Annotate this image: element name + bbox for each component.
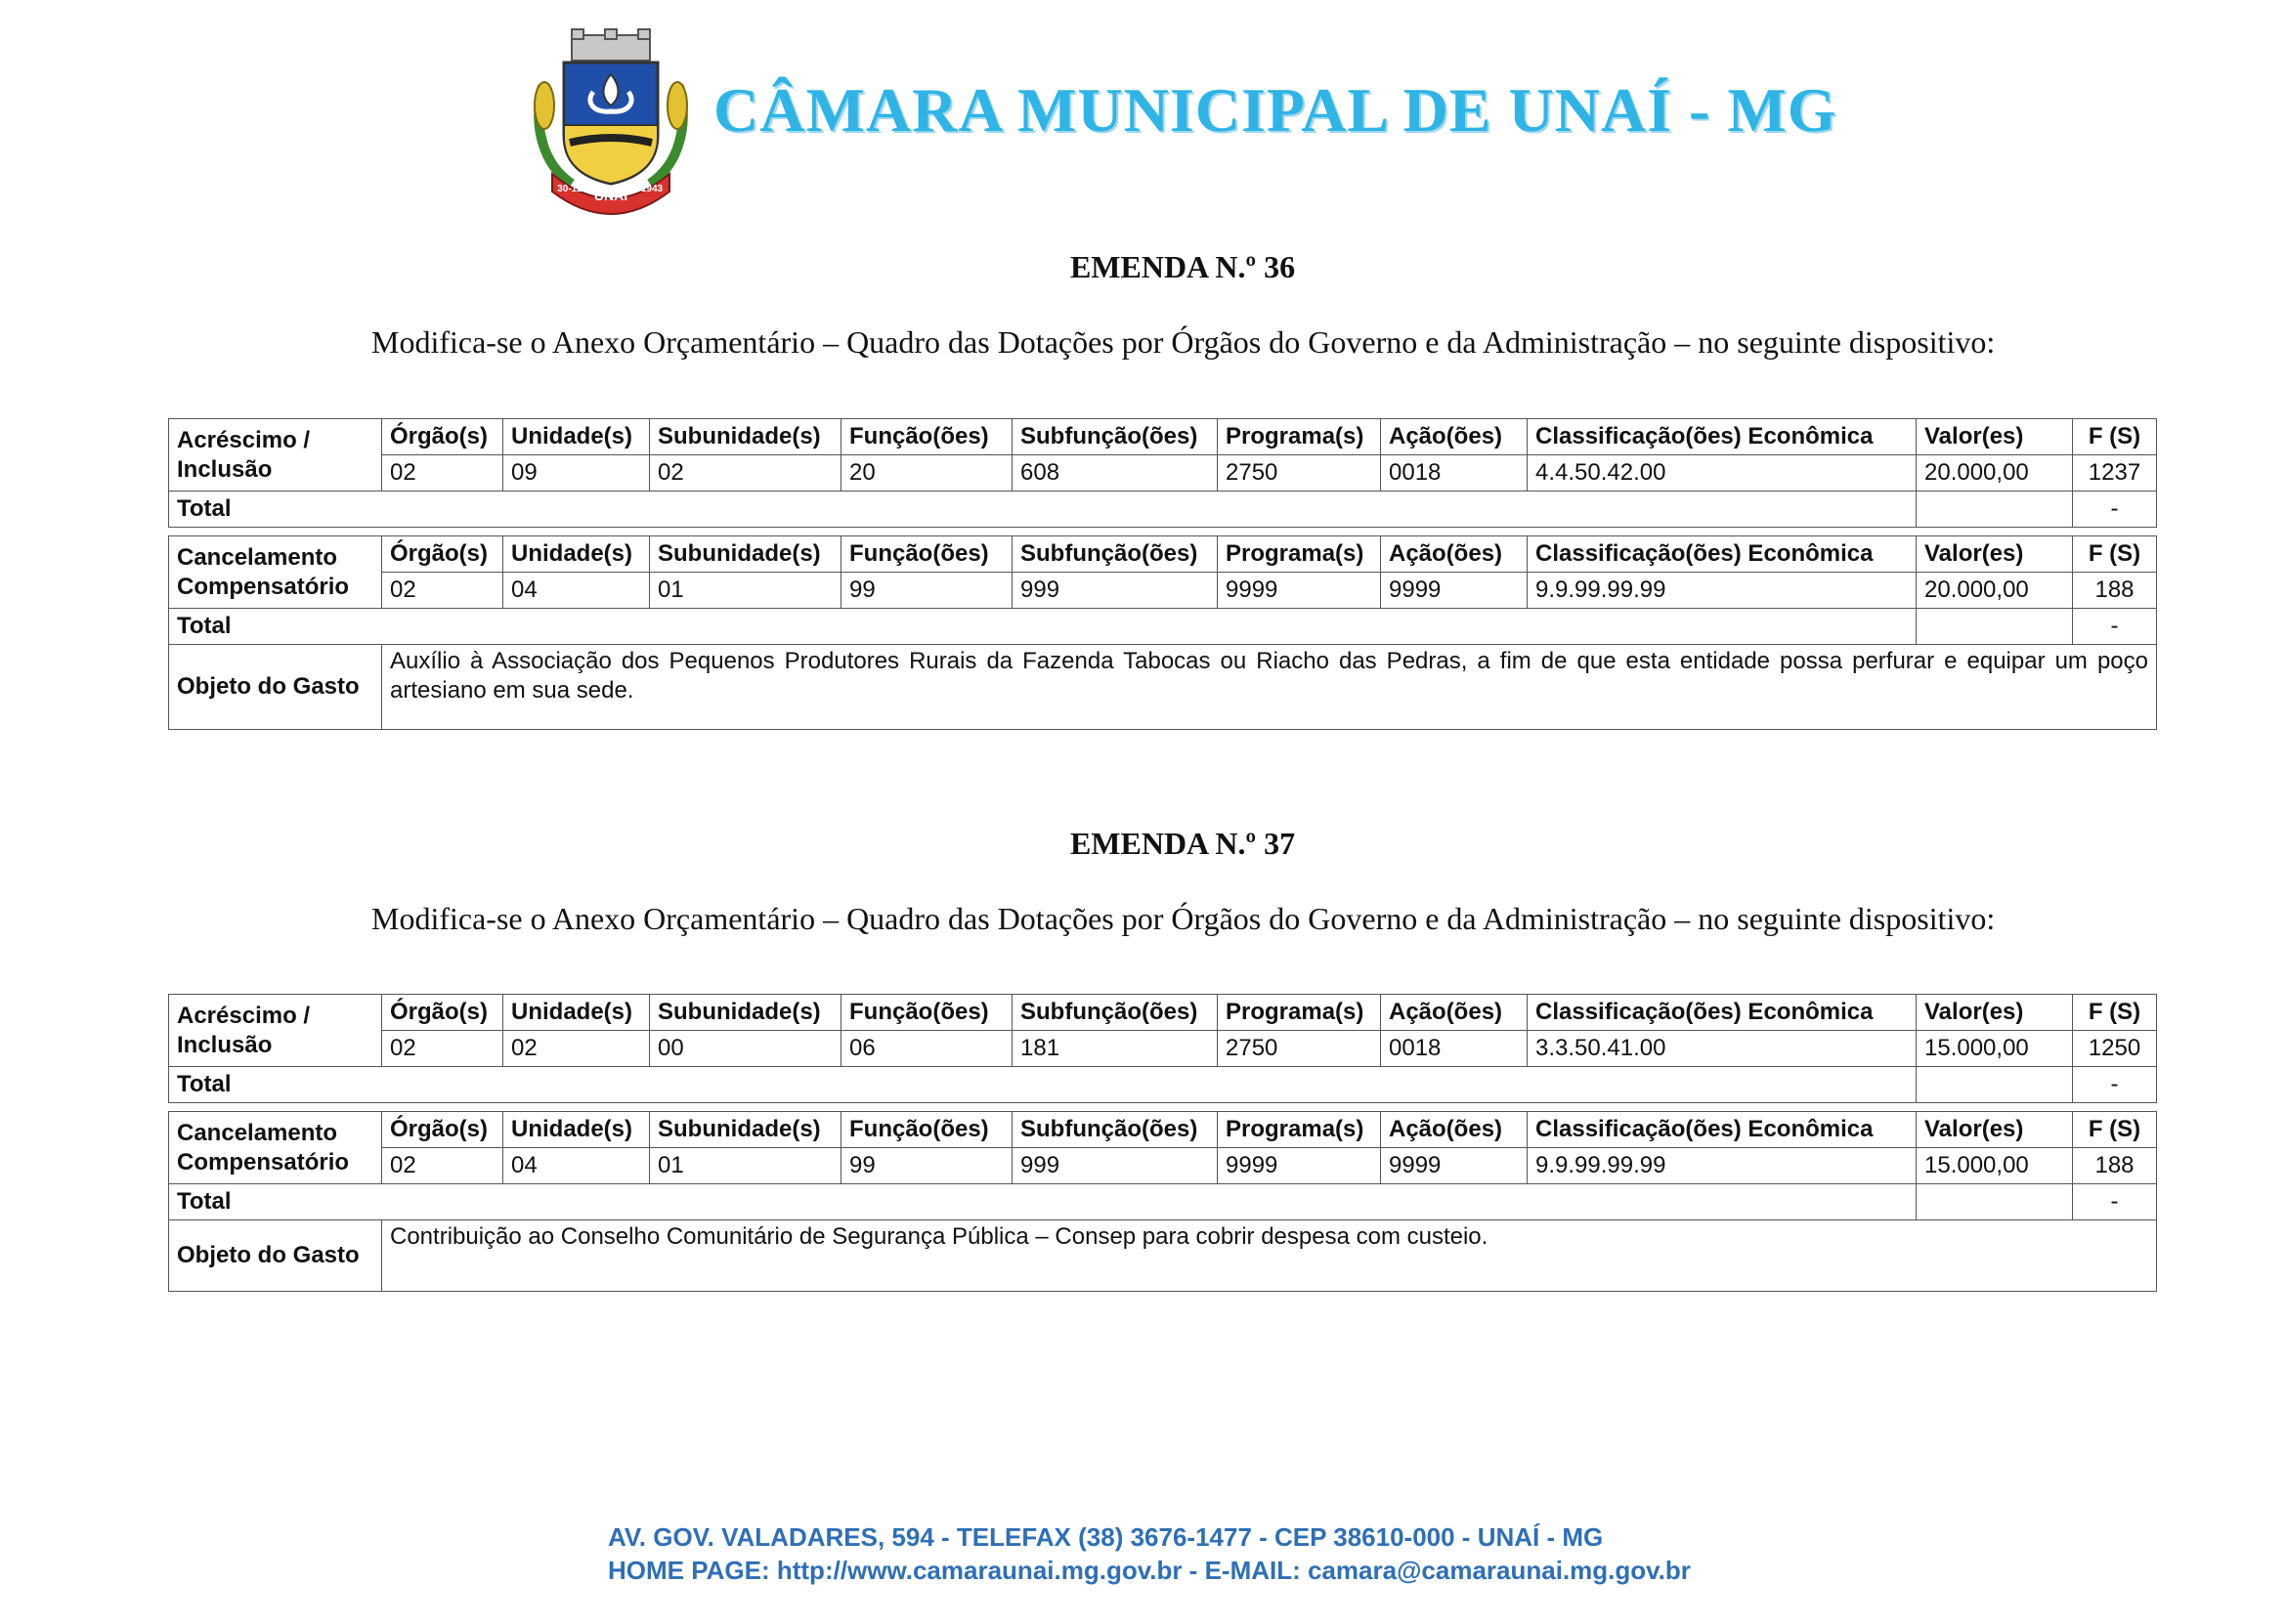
col-programa: Programa(s) xyxy=(1218,536,1381,573)
total-fs-cell: - xyxy=(2073,491,2157,528)
col-programa: Programa(s) xyxy=(1218,419,1381,455)
col-unidade: Unidade(s) xyxy=(503,995,650,1031)
col-programa: Programa(s) xyxy=(1218,1112,1381,1148)
footer-address: AV. GOV. VALADARES, 594 - TELEFAX (38) 3676-1477 - CEP 38610-000 - UNAÍ - MG xyxy=(608,1522,1604,1552)
col-subfuncao: Subfunção(ões) xyxy=(1013,419,1218,455)
col-valor: Valor(es) xyxy=(1917,1112,2073,1148)
svg-text:UNAÍ: UNAÍ xyxy=(593,188,628,203)
col-classificacao: Classificação(ões) Econômica xyxy=(1528,419,1917,455)
cell-funcao: 20 xyxy=(841,455,1013,491)
col-fs: F (S) xyxy=(2073,1112,2157,1148)
dotacoes-table xyxy=(168,418,2157,730)
cell-subunidade: 00 xyxy=(650,1031,841,1067)
total-fs-cell: - xyxy=(2073,1184,2157,1220)
acrescimo-values-row xyxy=(169,455,2157,491)
cell-classificacao: 3.3.50.41.00 xyxy=(1528,1031,1917,1067)
cell-subunidade: 02 xyxy=(650,455,841,491)
cell-fs: 188 xyxy=(2073,573,2157,609)
acrescimo-total-row xyxy=(169,491,2157,528)
total-value-cell xyxy=(1917,609,2073,645)
section-gap xyxy=(169,528,2157,536)
col-classificacao: Classificação(ões) Econômica xyxy=(1528,536,1917,573)
page-header xyxy=(523,27,1837,218)
page-footer xyxy=(608,1520,1691,1587)
cancelamento-total-row xyxy=(169,609,2157,645)
cell-unidade: 09 xyxy=(503,455,650,491)
cell-subfuncao: 608 xyxy=(1013,455,1218,491)
cancelamento-values-row xyxy=(169,1148,2157,1184)
cell-programa: 9999 xyxy=(1218,1148,1381,1184)
dotacoes-table xyxy=(168,994,2157,1292)
cell-unidade: 04 xyxy=(503,573,650,609)
col-fs: F (S) xyxy=(2073,419,2157,455)
cancelamento-total-row xyxy=(169,1184,2157,1220)
objeto-label: Objeto do Gasto xyxy=(169,645,382,730)
emenda-intro: Modifica-se o Anexo Orçamentário – Quadro das Dotações por Órgãos do Governo e da Administração – no seguinte dispositivo: xyxy=(371,901,1996,936)
cell-funcao: 99 xyxy=(841,573,1013,609)
cell-programa: 9999 xyxy=(1218,573,1381,609)
acrescimo-total-row xyxy=(169,1067,2157,1103)
total-label: Total xyxy=(169,609,1917,645)
cell-classificacao: 9.9.99.99.99 xyxy=(1528,573,1917,609)
cell-unidade: 02 xyxy=(503,1031,650,1067)
cell-valor: 15.000,00 xyxy=(1917,1031,2073,1067)
total-value-cell xyxy=(1917,1184,2073,1220)
col-valor: Valor(es) xyxy=(1917,995,2073,1031)
cell-acao: 0018 xyxy=(1381,455,1528,491)
acrescimo-label: Acréscimo / Inclusão xyxy=(169,995,382,1067)
cell-valor: 15.000,00 xyxy=(1917,1148,2073,1184)
cancelamento-header-row xyxy=(169,536,2157,573)
col-subfuncao: Subfunção(ões) xyxy=(1013,536,1218,573)
objeto-text: Contribuição ao Conselho Comunitário de Segurança Pública – Consep para cobrir despesa com custeio. xyxy=(382,1220,2157,1292)
col-unidade: Unidade(s) xyxy=(503,1112,650,1148)
cell-subunidade: 01 xyxy=(650,573,841,609)
col-subfuncao: Subfunção(ões) xyxy=(1013,1112,1218,1148)
cell-orgao: 02 xyxy=(382,455,503,491)
col-acao: Ação(ões) xyxy=(1381,1112,1528,1148)
col-subfuncao: Subfunção(ões) xyxy=(1013,995,1218,1031)
col-acao: Ação(ões) xyxy=(1381,536,1528,573)
objeto-label: Objeto do Gasto xyxy=(169,1220,382,1292)
cell-funcao: 99 xyxy=(841,1148,1013,1184)
col-classificacao: Classificação(ões) Econômica xyxy=(1528,1112,1917,1148)
cell-subfuncao: 181 xyxy=(1013,1031,1218,1067)
cell-subunidade: 01 xyxy=(650,1148,841,1184)
col-programa: Programa(s) xyxy=(1218,995,1381,1031)
cancelamento-values-row xyxy=(169,573,2157,609)
cell-classificacao: 9.9.99.99.99 xyxy=(1528,1148,1917,1184)
total-fs-cell: - xyxy=(2073,1067,2157,1103)
objeto-row xyxy=(169,1220,2157,1292)
cancelamento-header-row xyxy=(169,1112,2157,1148)
footer-contact: HOME PAGE: http://www.camaraunai.mg.gov.br - E-MAIL: camara@camaraunai.mg.gov.br xyxy=(608,1556,1691,1585)
cell-unidade: 04 xyxy=(503,1148,650,1184)
col-acao: Ação(ões) xyxy=(1381,419,1528,455)
cell-subfuncao: 999 xyxy=(1013,573,1218,609)
cell-valor: 20.000,00 xyxy=(1917,455,2073,491)
col-subunidade: Subunidade(s) xyxy=(650,536,841,573)
col-unidade: Unidade(s) xyxy=(503,536,650,573)
cell-orgao: 02 xyxy=(382,1148,503,1184)
section-gap xyxy=(169,1103,2157,1112)
cell-acao: 9999 xyxy=(1381,1148,1528,1184)
total-value-cell xyxy=(1917,1067,2073,1103)
col-orgao: Órgão(s) xyxy=(382,1112,503,1148)
total-fs-cell: - xyxy=(2073,609,2157,645)
emenda-title: EMENDA N.º 37 xyxy=(1069,826,1296,861)
col-fs: F (S) xyxy=(2073,995,2157,1031)
col-funcao: Função(ões) xyxy=(841,419,1013,455)
col-orgao: Órgão(s) xyxy=(382,995,503,1031)
cell-acao: 9999 xyxy=(1381,573,1528,609)
cancelamento-label: Cancelamento Compensatório xyxy=(169,1112,382,1184)
col-subunidade: Subunidade(s) xyxy=(650,1112,841,1148)
total-label: Total xyxy=(169,1184,1917,1220)
cell-acao: 0018 xyxy=(1381,1031,1528,1067)
col-orgao: Órgão(s) xyxy=(382,419,503,455)
emenda-title: EMENDA N.º 36 xyxy=(1069,249,1296,284)
col-fs: F (S) xyxy=(2073,536,2157,573)
acrescimo-header-row xyxy=(169,995,2157,1031)
col-valor: Valor(es) xyxy=(1917,419,2073,455)
cell-subfuncao: 999 xyxy=(1013,1148,1218,1184)
cell-valor: 20.000,00 xyxy=(1917,573,2073,609)
organization-title: CÂMARA MUNICIPAL DE UNAÍ - MG xyxy=(713,75,1837,145)
col-valor: Valor(es) xyxy=(1917,536,2073,573)
cell-programa: 2750 xyxy=(1218,455,1381,491)
cell-classificacao: 4.4.50.42.00 xyxy=(1528,455,1917,491)
cell-fs: 1237 xyxy=(2073,455,2157,491)
col-subunidade: Subunidade(s) xyxy=(650,419,841,455)
cell-programa: 2750 xyxy=(1218,1031,1381,1067)
cell-orgao: 02 xyxy=(382,1031,503,1067)
emenda-intro: Modifica-se o Anexo Orçamentário – Quadro das Dotações por Órgãos do Governo e da Administração – no seguinte dispositivo: xyxy=(371,324,1996,360)
col-funcao: Função(ões) xyxy=(841,536,1013,573)
svg-text:30-12: 30-12 xyxy=(557,184,582,194)
cell-orgao: 02 xyxy=(382,573,503,609)
acrescimo-label: Acréscimo / Inclusão xyxy=(169,419,382,491)
acrescimo-values-row xyxy=(169,1031,2157,1067)
col-classificacao: Classificação(ões) Econômica xyxy=(1528,995,1917,1031)
objeto-text: Auxílio à Associação dos Pequenos Produtores Rurais da Fazenda Tabocas ou Riacho das Pedras, a fim de que esta entidade possa perfurar e equipar um poço artesiano em sua sede. xyxy=(382,645,2157,730)
coat-of-arms-logo xyxy=(523,27,699,218)
svg-text:1943: 1943 xyxy=(640,184,664,194)
col-unidade: Unidade(s) xyxy=(503,419,650,455)
col-orgao: Órgão(s) xyxy=(382,536,503,573)
col-funcao: Função(ões) xyxy=(841,995,1013,1031)
cell-fs: 188 xyxy=(2073,1148,2157,1184)
cancelamento-label: Cancelamento Compensatório xyxy=(169,536,382,609)
objeto-row xyxy=(169,645,2157,730)
cell-fs: 1250 xyxy=(2073,1031,2157,1067)
acrescimo-header-row xyxy=(169,419,2157,455)
col-funcao: Função(ões) xyxy=(841,1112,1013,1148)
total-value-cell xyxy=(1917,491,2073,528)
col-acao: Ação(ões) xyxy=(1381,995,1528,1031)
col-subunidade: Subunidade(s) xyxy=(650,995,841,1031)
total-label: Total xyxy=(169,491,1917,528)
cell-funcao: 06 xyxy=(841,1031,1013,1067)
total-label: Total xyxy=(169,1067,1917,1103)
